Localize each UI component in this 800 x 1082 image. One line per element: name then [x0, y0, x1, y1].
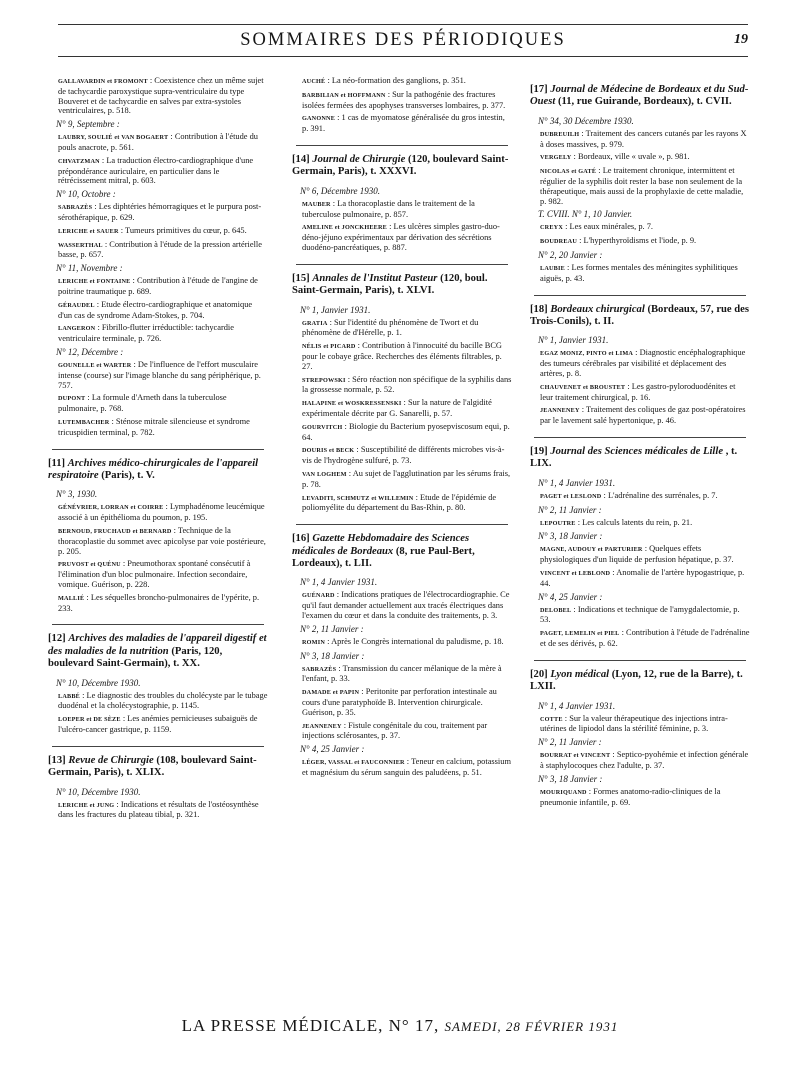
article-title: Teneur en calcium, potassium et magnésium du sérum sanguin des paludéens, p. 51. [302, 757, 511, 777]
article-authors: NÉLIS et PICARD [302, 343, 356, 351]
article-authors: DAMADE et PAPIN [302, 689, 360, 697]
article-entry: GANONNE : 1 cas de myomatose généralisée du gros intestin, p. 391. [302, 113, 505, 134]
article-entry: NÉLIS et PICARD : Contribution à l'innocuité du bacille BCG pour le cobaye grâce. Recherches des éléments filtrables, p. 27. [302, 341, 502, 371]
article-title: Bordeaux, ville « uvale », p. 981. [577, 152, 690, 162]
article-entry: EGAZ MONIZ, PINTO et LIMA : Diagnostic encéphalographique des tumeurs cérébrales par visibilité et déplacement des artères, p. 8. [540, 348, 746, 378]
issue-label: N° 9, Septembre : [56, 119, 120, 130]
article-authors: VERGELY [540, 154, 572, 162]
journal-heading [48, 755, 268, 780]
article-title: Technique de la thoracoplastie du sommet avec apicolyse par voie postérieure, p. 205. [58, 525, 266, 556]
article-authors: LAUBIE [540, 264, 565, 272]
article-entry: CHVATZMAN : La traduction électro-cardiographique d'une prépondérance auriculaire, en particulier dans le rétrécissement mitral, p. 603. [58, 155, 254, 186]
article-entry: SABRAZÈS : Les diphtéries hémorragiques et le purpura post-sérothérapique, p. 629. [58, 202, 262, 222]
article-authors: LEVADITI, SCHMUTZ et WILLEMIN [302, 494, 414, 502]
article-authors: MAUBER [302, 200, 331, 208]
column-1 [48, 76, 268, 823]
article-authors: GÉRAUDEL [58, 301, 95, 309]
issue-label: N° 1, 4 Janvier 1931. [538, 477, 616, 488]
article-title: Quelques effets physiologiques d'un liquide de perfusion hépatique, p. 37. [540, 544, 734, 565]
section-divider [52, 624, 264, 625]
article-title: 1 cas de myomatose généralisée du gros intestin, p. 391. [302, 113, 505, 134]
article-authors: JEANNENEY [302, 722, 342, 730]
journal-heading [292, 273, 512, 298]
article-authors: SABRAZÈS [58, 204, 93, 212]
article-title: La néo-formation des ganglions, p. 351. [331, 76, 466, 85]
article-title: Les séquelles broncho-pulmonaires de l'ypérite, p. 233. [58, 592, 260, 613]
article-title: L'hyperthyroïdisms et l'iode, p. 9. [583, 236, 697, 246]
article-title: De l'influence de l'effort musculaire intense (course) sur l'image blanche du sang périphérique, p. 757. [58, 359, 261, 390]
issue-label: N° 1, Janvier 1931. [538, 335, 609, 346]
article-authors: STREPOWSKI [302, 376, 346, 384]
article-authors: LÉGER, VASSAL et FAUCONNIER [302, 759, 405, 767]
journal-title: Lyon médical [550, 668, 610, 680]
article-entry: AUCHÉ : La néo-formation des ganglions, p. 351. [302, 76, 466, 85]
article-entry: DELOBEL : Indications et technique de l'amygdalectomie, p. 53. [540, 604, 740, 625]
article-entry: LANGERON : Fibrillo-flutter irréductible: tachycardie ventriculaire terminale, p. 726. [58, 323, 234, 344]
journal-title: Journal des Sciences médicales de Lille [550, 445, 724, 457]
journal-title: Revue de Chirurgie [68, 754, 154, 766]
article-entry: GOUNELLE et WARTER : De l'influence de l'effort musculaire intense (course) sur l'image blanche du sang périphérique, p. 757. [58, 359, 261, 390]
article-authors: PAGET, LEMELIN et PIEL [540, 630, 620, 638]
article-title: Sur la nature de l'algidité expérimentale décrite par G. Sanarelli, p. 57. [302, 398, 492, 418]
article-authors: GOURVITCH [302, 423, 343, 431]
article-authors: CHVATZMAN [58, 157, 100, 165]
journal-title: Archives médico-chirurgicales de l'appareil respiratoire [48, 457, 259, 481]
journal-address: , t. LIX. [530, 445, 738, 470]
article-title: Etude de l'épidémie de poliomyélite du département du Bas-Rhin, p. 80. [302, 492, 497, 513]
article-authors: VINCENT et LEBLOND [540, 569, 611, 577]
journal-number: [16] [292, 533, 310, 545]
issue-label: N° 1, Janvier 1931. [300, 304, 371, 315]
article-title: Traitement des cancers cutanés par les rayons X à doses massives, p. 979. [540, 128, 747, 149]
journal-title: Annales de l'Institut Pasteur [312, 272, 438, 284]
article-authors: BARBILIAN et HOFFMANN [302, 91, 386, 99]
article-authors: GÉNÉVRIER, LORRAN et COIRRE [58, 504, 164, 512]
article-title: Lymphadénome leucémique associé à un épithélioma du poumon, p. 195. [58, 502, 265, 523]
article-authors: SABRAZÈS [302, 665, 337, 673]
page-number: 19 [734, 32, 748, 47]
journal-heading [530, 84, 750, 109]
article-entry: MALLIÉ : Les séquelles broncho-pulmonaires de l'ypérite, p. 233. [58, 592, 260, 613]
article-title: Traitement des coliques de gaz post-opératoires par le lavement salé hypertonique, p. 46. [540, 405, 746, 426]
article-entry: DOURIS et BECK : Susceptibilité de différents microbes vis-à-vis de l'hydrogène sulfuré, p. 73. [302, 445, 505, 466]
column-3 [530, 76, 750, 810]
article-authors: BERNOUD, FRUCHAUD et BERNARD [58, 527, 172, 535]
article-title: Les ulcères simples gastro-duo-déno-jéjuno expérimentaux par dérivation des sécrétions duodéno-pancréatiques, p. 887. [302, 222, 500, 252]
issue-label: N° 12, Décembre : [56, 346, 124, 357]
article-authors: GOUNELLE et WARTER [58, 361, 132, 369]
issue-label: N° 2, 11 Janvier : [538, 504, 602, 515]
article-entry: VERGELY : Bordeaux, ville « uvale », p. 981. [540, 152, 690, 162]
article-entry: PAGET, LEMELIN et PIEL : Contribution à l'étude de l'adrénaline et de ses dérivés, p. 62. [540, 628, 750, 648]
article-title: Sur la valeur thérapeutique des injections intra-utérines de lipiodol dans la stérilité féminine, p. 3. [540, 713, 728, 734]
article-title: Contribution à l'étude de l'adrénaline et de ses dérivés, p. 62. [540, 628, 750, 648]
journal-address: (Paris), t. V. [101, 469, 155, 481]
article-title: L'adrénaline des surrénales, p. 7. [607, 490, 718, 500]
journal-number: [13] [48, 754, 66, 766]
article-title: Contribution à l'étude de la pression artérielle basse, p. 657. [58, 239, 262, 260]
article-authors: DUBREUILH [540, 130, 580, 138]
section-divider [534, 295, 746, 296]
article-authors: ROMIN [302, 638, 325, 646]
journal-address: (Lyon, 12, rue de la Barre), t. LXII. [530, 668, 743, 693]
article-entry: DUBREUILH : Traitement des cancers cutanés par les rayons X à doses massives, p. 979. [540, 128, 747, 149]
article-entry: STREPOWSKI : Séro réaction non spécifique de la syphilis dans la grossesse normale, p. 52. [302, 374, 512, 395]
article-authors: BOUDREAU [540, 238, 578, 246]
article-authors: GRATIA [302, 319, 328, 327]
journal-title: Journal de Chirurgie [312, 153, 406, 165]
issue-label: N° 10, Décembre 1930. [56, 677, 141, 688]
article-entry: LUTEMBACHER : Sténose mitrale silencieuse et syndrome tricuspidien terminal, p. 782. [58, 416, 250, 437]
journal-address: (Bordeaux, 57, rue des Trois-Conils), t. II. [530, 303, 749, 327]
page-title: SOMMAIRES DES PÉRIODIQUES [240, 30, 566, 50]
article-authors: CREYX [540, 224, 564, 232]
article-title: Les diphtéries hémorragiques et le purpura post-sérothérapique, p. 629. [58, 202, 262, 222]
article-title: Les calculs latents du rein, p. 21. [582, 517, 693, 527]
article-authors: AUCHÉ [302, 78, 326, 85]
article-authors: DUPONT [58, 395, 86, 403]
article-entry: PRUVOST et QUÉNU : Pneumothorax spontané consécutif à l'élimination d'un bloc pulmonaire. Infection secondaire, vomique. Guérison, p. 228. [58, 559, 251, 589]
article-entry: DAMADE et PAPIN : Peritonite par perforation intestinale au cours d'une paratyphoïde B. Intervention chirurgicale. Guérison, p. 35. [302, 687, 497, 717]
article-entry: MAUBER : La thoracoplastie dans le traitement de la tuberculose pulmonaire, p. 857. [302, 198, 475, 219]
article-title: Tumeurs primitives du cœur, p. 645. [125, 225, 247, 235]
journal-title: Journal de Médecine de Bordeaux et du Sud-Ouest [530, 84, 749, 108]
article-entry: SABRAZÈS : Transmission du cancer mélanique de la mère à l'enfant, p. 33. [302, 663, 502, 684]
article-entry: LABBÉ : Le diagnostic des troubles du cholécyste par le tubage duodénal et la cholécystographie, p. 1145. [58, 690, 268, 711]
article-entry: LÉGER, VASSAL et FAUCONNIER : Teneur en calcium, potassium et magnésium du sérum sanguin des paludéens, p. 51. [302, 757, 511, 777]
section-divider [296, 264, 508, 265]
article-authors: MALLIÉ [58, 594, 85, 602]
section-divider [296, 524, 508, 525]
article-title: Pneumothorax spontané consécutif à l'élimination d'un bloc pulmonaire. Infection secondaire, vomique. Guérison, p. 228. [58, 559, 251, 589]
issue-label: N° 11, Novembre : [56, 263, 123, 274]
article-title: Septico-pyohémie et infection générale à staphylocoques chez l'adulte, p. 37. [540, 750, 749, 770]
article-title: La formule d'Arneth dans la tuberculose pulmonaire, p. 768. [58, 393, 227, 414]
article-authors: LUTEMBACHER [58, 418, 110, 426]
journal-heading [48, 633, 268, 670]
article-title: Formes anatomo-radio-cliniques de la pneumonie infantile, p. 69. [540, 786, 721, 807]
article-entry: VINCENT et LEBLOND : Anomalie de l'artère hypogastrique, p. 44. [540, 567, 745, 588]
issue-label: N° 34, 30 Décembre 1930. [538, 115, 634, 126]
article-authors: LABBÉ [58, 692, 80, 700]
article-title: Sur l'identité du phénomène de Twort et du phénomène de d'Hérelle, p. 1. [302, 317, 479, 338]
issue-label: N° 10, Octobre : [56, 189, 116, 200]
article-entry: HALAPINE et WOSKRESSENSKI : Sur la nature de l'algidité expérimentale décrite par G. Sanarelli, p. 57. [302, 398, 492, 418]
article-entry: LERICHE et FONTAINE : Contribution à l'étude de l'angine de poitrine traumatique p. 689. [58, 276, 258, 296]
article-title: Séro réaction non spécifique de la syphilis dans la grossesse normale, p. 52. [302, 374, 512, 395]
issue-label: N° 3, 18 Janvier : [300, 650, 365, 661]
article-authors: PAGET et LESLOND [540, 492, 602, 500]
issue-label: N° 3, 18 Janvier : [538, 531, 603, 542]
issue-label: N° 2, 20 Janvier : [538, 249, 603, 260]
article-authors: LERICHE et JUNG [58, 801, 115, 809]
article-entry: GRATIA : Sur l'identité du phénomène de Twort et du phénomène de d'Hérelle, p. 1. [302, 317, 479, 338]
article-title: La traduction électro-cardiographique d'une prépondérance auriculaire, en particulier dans le rétrécissement mitral, p. 603. [58, 155, 254, 186]
article-title: Susceptibilité de différents microbes vis-à-vis de l'hydrogène sulfuré, p. 73. [302, 445, 505, 466]
article-entry: NICOLAS et GATÉ : Le traitement chronique, intermittent et régulier de la syphilis doit rester la base non seulement de la thérapeutique, mais aussi de la prophylaxie de cette maladie, p. 982. [540, 166, 744, 206]
article-authors: BOURRAT et VINCENT [540, 752, 611, 760]
issue-label: N° 1, 4 Janvier 1931. [300, 577, 378, 588]
article-authors: COTTE [540, 715, 563, 723]
issue-label: N° 4, 25 Janvier : [538, 591, 603, 602]
article-entry: AMELINE et JONCKHEERE : Les ulcères simples gastro-duo-déno-jéjuno expérimentaux par dérivation des sécrétions duodéno-pancréatiques, p. 887. [302, 222, 500, 252]
article-authors: JEANNENEY [540, 407, 580, 415]
article-title: Les eaux minérales, p. 7. [569, 222, 654, 232]
article-authors: PRUVOST et QUÉNU [58, 561, 121, 569]
article-title: Contribution à l'innocuité du bacille BCG pour le cobaye grâce. Recherches des éléments filtrables, p. 27. [302, 341, 502, 371]
page-footer [0, 1016, 800, 1036]
article-authors: DOURIS et BECK [302, 447, 355, 455]
article-entry: DUPONT : La formule d'Arneth dans la tuberculose pulmonaire, p. 768. [58, 393, 227, 414]
journal-number: [19] [530, 445, 548, 457]
section-divider [296, 145, 508, 146]
article-entry: ROMIN : Après le Congrès international du paludisme, p. 18. [302, 636, 504, 646]
journal-heading [530, 669, 750, 694]
article-authors: EGAZ MONIZ, PINTO et LIMA [540, 350, 634, 358]
journal-heading [48, 458, 268, 483]
journal-address: (8, rue Paul-Bert, Lordeaux), t. LII. [292, 545, 475, 569]
article-title: Anomalie de l'artère hypogastrique, p. 44. [540, 567, 745, 588]
article-authors: LANGERON [58, 325, 96, 333]
article-title: Les gastro-pyloroduodénites et leur traitement chirurgical, p. 16. [540, 381, 736, 402]
article-entry: BOUDREAU : L'hyperthyroïdisms et l'iode, p. 9. [540, 236, 697, 246]
article-authors: WASSERTHAL [58, 241, 103, 249]
article-entry: LERICHE et JUNG : Indications et résultats de l'ostéosynthèse dans les fractures du plateau tibial, p. 321. [58, 799, 259, 820]
column-2 [292, 76, 512, 781]
article-authors: LERICHE et FONTAINE [58, 278, 131, 286]
article-title: Diagnostic encéphalographique des tumeurs cérébrales par visibilité et déplacement des artères, p. 8. [540, 348, 746, 378]
issue-label: N° 3, 18 Janvier : [538, 773, 603, 784]
journal-title: Gazette Hebdomadaire des Sciences médicales de Bordeaux [292, 533, 470, 557]
article-entry: BARBILIAN et HOFFMANN : Sur la pathogénie des fractures isolées fermées des apophyses transverses lombaires, p. 377. [302, 89, 506, 110]
section-divider [534, 660, 746, 661]
article-entry: LAUBRY, SOULIÉ et VAN BOGAERT : Contribution à l'étude du pouls anacrote, p. 561. [58, 132, 258, 152]
article-title: Fistule congénitale du cou, traitement par injections sclérosantes, p. 37. [302, 720, 488, 741]
page-header [58, 16, 748, 60]
journal-title: Bordeaux chirurgical [550, 303, 645, 315]
journal-address: (108, boulevard Saint-Germain, Paris), t. XLIX. [48, 754, 257, 779]
journal-title: Archives des maladies de l'appareil digestif et des maladies de la nutrition [48, 633, 267, 657]
journal-number: [15] [292, 272, 310, 284]
article-entry: LAUBIE : Les formes mentales des méningites syphilitiques aiguës, p. 43. [540, 262, 738, 283]
article-entry: LEVADITI, SCHMUTZ et WILLEMIN : Etude de l'épidémie de poliomyélite du département du Bas-Rhin, p. 80. [302, 492, 497, 513]
article-entry: COTTE : Sur la valeur thérapeutique des injections intra-utérines de lipiodol dans la stérilité féminine, p. 3. [540, 713, 728, 734]
article-title: Fibrillo-flutter irréductible: tachycardie ventriculaire terminale, p. 726. [58, 323, 234, 344]
journal-heading [292, 533, 512, 570]
article-entry: WASSERTHAL : Contribution à l'étude de la pression artérielle basse, p. 657. [58, 239, 262, 260]
article-title: Peritonite par perforation intestinale au cours d'une paratyphoïde B. Intervention chirurgicale. Guérison, p. 35. [302, 687, 497, 717]
article-entry: GÉRAUDEL : Etude électro-cardiographique et anatomique d'un cas de syndrome Adam-Stokes, p. 704. [58, 299, 253, 320]
article-title: Coexistence chez un même sujet de tachycardie paroxystique supra-ventriculaire du type Bouveret et de tachycardie en salves par extra-systoles ventriculaires, p. 518. [58, 76, 264, 116]
article-entry: BERNOUD, FRUCHAUD et BERNARD : Technique de la thoracoplastie du sommet avec apicolyse par voie postérieure, p. 205. [58, 525, 266, 556]
journal-number: [11] [48, 457, 66, 469]
article-title: Contribution à l'étude de l'angine de poitrine traumatique p. 689. [58, 276, 258, 296]
article-title: Le diagnostic des troubles du cholécyste par le tubage duodénal et la cholécystographie, p. 1145. [58, 690, 268, 711]
article-title: Indications pratiques de l'électrocardiographie. Ce qu'il faut demander actuellement aux tracés électriques dans l'examen du cœur et dans la conduite des traitements, p. 3. [302, 590, 510, 620]
article-title: Contribution à l'étude du pouls anacrote, p. 561. [58, 132, 258, 152]
journal-heading [530, 304, 750, 329]
section-divider [52, 746, 264, 747]
article-authors: VAN LOGHEM [302, 470, 347, 478]
header-rule-top [58, 24, 748, 25]
article-authors: NICOLAS et GATÉ [540, 168, 597, 176]
article-title: Indications et résultats de l'ostéosynthèse dans les fractures du plateau tibial, p. 321. [58, 799, 259, 820]
article-authors: MAGNE, AUDOUY et PARTURIER [540, 546, 643, 554]
footer-date: SAMEDI, 28 FÉVRIER 1931 [444, 1019, 619, 1034]
article-entry: GALLAVARDIN et FROMONT : Coexistence chez un même sujet de tachycardie paroxystique supra-ventriculaire du type Bouveret et de tachycardie en salves par extra-systoles ventriculaires, p. 518. [58, 76, 264, 116]
journal-number: [12] [48, 633, 66, 645]
journal-heading [292, 154, 512, 179]
article-authors: GALLAVARDIN et FROMONT [58, 78, 148, 85]
journal-number: [18] [530, 303, 548, 315]
article-title: Biologie du Bacterium pyosepviscosum equi, p. 64. [302, 421, 510, 442]
article-entry: GÉNÉVRIER, LORRAN et COIRRE : Lymphadénome leucémique associé à un épithélioma du poumon, p. 195. [58, 502, 265, 523]
article-authors: LERICHE et SAUER [58, 227, 119, 235]
journal-number: [14] [292, 153, 310, 165]
article-entry: PAGET et LESLOND : L'adrénaline des surrénales, p. 7. [540, 490, 718, 500]
article-title: Sur la pathogénie des fractures isolées fermées des apophyses transverses lombaires, p. 377. [302, 89, 506, 110]
article-entry: JEANNENEY : Fistule congénitale du cou, traitement par injections sclérosantes, p. 37. [302, 720, 488, 741]
issue-label: N° 4, 25 Janvier : [300, 744, 365, 755]
issue-label: N° 2, 11 Janvier : [300, 623, 364, 634]
article-title: Etude électro-cardiographique et anatomique d'un cas de syndrome Adam-Stokes, p. 704. [58, 299, 253, 320]
article-entry: LEPOUTRE : Les calculs latents du rein, p. 21. [540, 517, 693, 527]
issue-label: N° 6, Décembre 1930. [300, 185, 380, 196]
article-entry: LOEPER et DE SÈZE : Les anémies pernicieuses subaiguës de l'ulcéro-cancer gastrique, p. 1159. [58, 714, 258, 734]
journal-address: (Paris, 120, boulevard Saint-Germain), t. XX. [48, 645, 223, 670]
journal-address: (120, boul. Saint-Germain, Paris), t. XLVI. [292, 272, 488, 297]
article-authors: DELOBEL [540, 606, 572, 614]
article-title: Le traitement chronique, intermittent et régulier de la syphilis doit rester la base non seulement de la thérapeutique, mais aussi de la prophylaxie de cette maladie, p. 982. [540, 166, 744, 206]
article-title: Sténose mitrale silencieuse et syndrome tricuspidien terminal, p. 782. [58, 416, 250, 437]
article-authors: CHAUVENET et BROUSTET [540, 383, 626, 391]
article-title: La thoracoplastie dans le traitement de la tuberculose pulmonaire, p. 857. [302, 198, 475, 219]
article-title: Transmission du cancer mélanique de la mère à l'enfant, p. 33. [302, 663, 502, 684]
article-entry: CREYX : Les eaux minérales, p. 7. [540, 222, 654, 232]
article-entry: BOURRAT et VINCENT : Septico-pyohémie et infection générale à staphylocoques chez l'adulte, p. 37. [540, 750, 749, 770]
issue-label: N° 3, 1930. [56, 489, 98, 500]
article-authors: LEPOUTRE [540, 519, 576, 527]
issue-label: T. CVIII. N° 1, 10 Janvier. [538, 209, 633, 220]
article-entry: GUÉNARD : Indications pratiques de l'électrocardiographie. Ce qu'il faut demander actuellement aux tracés électriques dans l'examen du cœur et dans la conduite des traitements, p. 3. [302, 590, 510, 620]
issue-label: N° 10, Décembre 1930. [56, 786, 141, 797]
footer-journal: LA PRESSE MÉDICALE, N° 17, [181, 1016, 440, 1035]
article-authors: LAUBRY, SOULIÉ et VAN BOGAERT [58, 134, 169, 142]
issue-label: N° 2, 11 Janvier : [538, 737, 602, 748]
article-entry: MAGNE, AUDOUY et PARTURIER : Quelques effets physiologiques d'un liquide de perfusion hépatique, p. 37. [540, 544, 734, 565]
header-rule-bottom [58, 56, 748, 57]
article-entry: GOURVITCH : Biologie du Bacterium pyosepviscosum equi, p. 64. [302, 421, 510, 442]
journal-address: (120, boulevard Saint-Germain, Paris), t. XXXVI. [292, 153, 509, 178]
article-authors: LOEPER et DE SÈZE [58, 716, 121, 724]
journal-number: [20] [530, 668, 548, 680]
article-title: Indications et technique de l'amygdalectomie, p. 53. [540, 604, 740, 625]
article-authors: HALAPINE et WOSKRESSENSKI [302, 400, 402, 408]
article-title: Au sujet de l'agglutination par les sérums frais, p. 78. [302, 468, 511, 489]
article-entry: JEANNENEY : Traitement des coliques de gaz post-opératoires par le lavement salé hypertonique, p. 46. [540, 405, 746, 426]
journal-address: (11, rue Guirande, Bordeaux), t. CVII. [557, 96, 732, 108]
issue-label: N° 1, 4 Janvier 1931. [538, 700, 616, 711]
journal-heading [530, 446, 750, 471]
article-entry: CHAUVENET et BROUSTET : Les gastro-pyloroduodénites et leur traitement chirurgical, p. 16. [540, 381, 736, 402]
article-authors: AMELINE et JONCKHEERE [302, 224, 387, 232]
article-title: Les formes mentales des méningites syphilitiques aiguës, p. 43. [540, 262, 738, 283]
section-divider [534, 437, 746, 438]
article-title: Après le Congrès international du paludisme, p. 18. [331, 636, 504, 646]
section-divider [52, 449, 264, 450]
article-authors: MOURIQUAND [540, 788, 587, 796]
article-entry: MOURIQUAND : Formes anatomo-radio-cliniques de la pneumonie infantile, p. 69. [540, 786, 721, 807]
journal-number: [17] [530, 84, 548, 95]
article-title: Les anémies pernicieuses subaiguës de l'ulcéro-cancer gastrique, p. 1159. [58, 714, 258, 734]
article-entry: LERICHE et SAUER : Tumeurs primitives du cœur, p. 645. [58, 225, 247, 235]
article-authors: GUÉNARD [302, 592, 335, 600]
article-entry: VAN LOGHEM : Au sujet de l'agglutination par les sérums frais, p. 78. [302, 468, 511, 489]
article-authors: GANONNE [302, 115, 336, 123]
